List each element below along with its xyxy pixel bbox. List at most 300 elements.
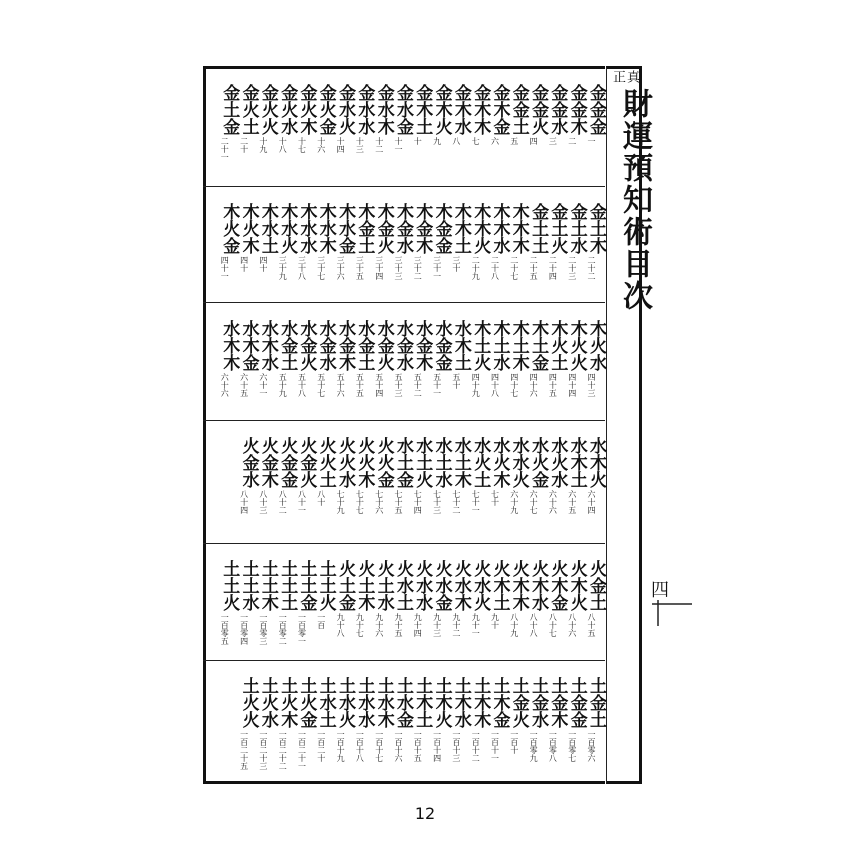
entry-page-number: 五 (509, 137, 519, 145)
entry-page-number: 六十七 (529, 490, 539, 514)
entry-page-number: 八十二 (278, 490, 288, 514)
toc-entry (567, 560, 587, 637)
entry-page-number: 五十四 (374, 373, 384, 397)
toc-entry (239, 560, 259, 645)
toc-entry (374, 677, 394, 762)
row-divider (203, 420, 605, 421)
entry-page-number: 二十二 (587, 256, 596, 280)
toc-entry (586, 560, 606, 637)
entry-label: 金火金 (315, 84, 336, 135)
entry-label: 木金土 (354, 203, 375, 254)
entry-label: 土金火 (508, 677, 529, 728)
toc-entry (490, 437, 510, 506)
toc-entry (374, 320, 394, 397)
entry-page-number: 一 (587, 137, 596, 145)
entry-page-number: 六十六 (548, 490, 558, 514)
title-prefix-char: 真 (624, 70, 639, 83)
entry-label: 木水火 (277, 203, 298, 254)
toc-entry (335, 84, 355, 153)
entry-label: 水火木 (489, 437, 510, 488)
entry-page-number: 一百零四 (239, 613, 249, 645)
entry-label: 土木金 (489, 677, 510, 728)
entry-label: 火木水 (528, 560, 549, 611)
entry-label: 土金土 (586, 677, 606, 728)
toc-entry (586, 677, 606, 762)
toc-entry (451, 84, 471, 145)
toc-entry (354, 203, 374, 280)
toc-entry (354, 320, 374, 397)
entry-label: 水木土 (450, 320, 471, 371)
entry-label: 金火火 (257, 84, 278, 135)
toc-entry (547, 677, 567, 762)
entry-page-number: 八十五 (587, 613, 596, 637)
entry-page-number: 四十六 (529, 373, 539, 397)
toc-entry (509, 677, 529, 754)
entry-label: 水金水 (393, 320, 413, 371)
entry-label: 火水火 (470, 560, 491, 611)
toc-entry (239, 320, 259, 397)
side-mark: 四 (651, 580, 669, 601)
entry-page-number: 二十 (239, 137, 249, 153)
entry-page-number: 八十四 (239, 490, 249, 514)
entry-label: 水水火 (508, 437, 529, 488)
entry-page-number: 一百零五 (220, 613, 230, 645)
entry-label: 土金水 (528, 677, 549, 728)
entry-page-number: 八十七 (548, 613, 558, 637)
entry-label: 金金土 (508, 84, 529, 135)
entry-label: 木土火 (470, 320, 491, 371)
toc-entry (586, 84, 606, 145)
entry-label: 金水金 (393, 84, 413, 135)
entry-label: 土木木 (470, 677, 491, 728)
toc-entry (432, 84, 452, 145)
toc-entry (586, 203, 606, 280)
toc-entry (393, 437, 413, 514)
entry-page-number: 七十一 (471, 490, 481, 514)
entry-label: 金木土 (412, 84, 433, 135)
entry-label: 金水火 (335, 84, 356, 135)
entry-page-number: 六十一 (258, 373, 268, 397)
entry-page-number: 六十五 (239, 373, 249, 397)
entry-label: 水金火 (373, 320, 394, 371)
toc-entry (239, 84, 259, 153)
entry-page-number: 七十四 (413, 490, 423, 514)
entry-page-number: 五十六 (336, 373, 346, 397)
toc-entry (277, 203, 297, 280)
entry-label: 木金火 (373, 203, 394, 254)
entry-label: 木火水 (586, 320, 606, 371)
entry-label: 木水水 (296, 203, 317, 254)
entry-page-number: 三 (548, 137, 558, 145)
toc-entry (432, 560, 452, 637)
entry-page-number: 一百二十一 (297, 730, 307, 770)
row-divider (203, 660, 605, 661)
entry-label: 土土火 (219, 560, 240, 611)
entry-page-number: 十八 (278, 137, 288, 153)
toc-entry (335, 320, 355, 397)
toc-entry (277, 560, 297, 645)
toc-entry (412, 677, 432, 762)
toc-entry (297, 84, 317, 153)
toc-entry (509, 84, 529, 145)
entry-label: 土火木 (277, 677, 298, 728)
entry-page-number: 七十二 (451, 490, 461, 514)
entry-label: 金木火 (431, 84, 452, 135)
entry-label: 金土水 (566, 203, 587, 254)
toc-entry (374, 84, 394, 153)
entry-page-number: 二十七 (509, 256, 519, 280)
entry-page-number: 一百十四 (432, 730, 442, 762)
toc-entry (393, 320, 413, 397)
toc-entry (567, 84, 587, 145)
toc-entry (412, 437, 432, 514)
entry-page-number: 七十五 (394, 490, 403, 514)
entry-page-number: 四十五 (548, 373, 558, 397)
entry-page-number: 三十 (451, 256, 461, 272)
entry-page-number: 九十四 (413, 613, 423, 637)
toc-entry (547, 560, 567, 637)
toc-entry (528, 677, 548, 762)
toc-entry (528, 437, 548, 514)
entry-page-number: 三十三 (394, 256, 403, 280)
toc-entry (586, 320, 606, 397)
toc-entry (509, 203, 529, 280)
entry-label: 火水土 (393, 560, 413, 611)
toc-entry (316, 437, 336, 506)
entry-label: 土火火 (238, 677, 259, 728)
entry-label: 金木木 (470, 84, 491, 135)
entry-label: 火水木 (450, 560, 471, 611)
toc-entry (374, 560, 394, 637)
entry-page-number: 五十二 (413, 373, 423, 397)
entry-label: 水土木 (450, 437, 471, 488)
entry-page-number: 八十 (316, 490, 326, 506)
entry-label: 土水水 (354, 677, 375, 728)
toc-entry (451, 203, 471, 272)
toc-entry (316, 677, 336, 762)
entry-page-number: 八十九 (509, 613, 519, 637)
entry-label: 水火水 (547, 437, 568, 488)
toc-entry (277, 677, 297, 770)
toc-entry (277, 320, 297, 397)
entry-label: 土金木 (547, 677, 568, 728)
toc-entry (528, 84, 548, 145)
entry-label: 火水金 (431, 560, 452, 611)
entry-label: 水木金 (238, 320, 259, 371)
entry-label: 金火木 (296, 84, 317, 135)
toc-entry (219, 560, 239, 645)
entry-label: 木金木 (412, 203, 433, 254)
entry-label: 土木火 (431, 677, 452, 728)
entry-page-number: 一百 (316, 613, 326, 629)
entry-page-number: 一百二十二 (278, 730, 288, 770)
entry-page-number: 五十一 (432, 373, 442, 397)
toc-entry (412, 203, 432, 280)
entry-page-number: 七十七 (355, 490, 365, 514)
entry-page-number: 四十八 (490, 373, 500, 397)
toc-entry (432, 437, 452, 514)
entry-page-number: 一百十二 (471, 730, 481, 762)
entry-page-number: 六十九 (509, 490, 519, 514)
toc-entry (451, 560, 471, 637)
entry-label: 水土火 (412, 437, 433, 488)
entry-label: 金火土 (238, 84, 259, 135)
entry-page-number: 一百零一 (297, 613, 307, 645)
toc-entry (239, 203, 259, 272)
toc-entry (258, 437, 278, 514)
page-number: 12 (414, 804, 436, 823)
entry-label: 木木木 (508, 203, 529, 254)
entry-page-number: 二十五 (529, 256, 539, 280)
entry-label: 水土水 (431, 437, 452, 488)
row-divider (203, 543, 605, 544)
entry-label: 金金木 (566, 84, 587, 135)
entry-label: 水木土 (566, 437, 587, 488)
toc-entry (432, 320, 452, 397)
row-divider (203, 186, 605, 187)
toc-entry (547, 203, 567, 280)
entry-label: 水木木 (219, 320, 240, 371)
toc-entry (470, 560, 490, 637)
toc-entry (219, 84, 239, 161)
entry-page-number: 四 (529, 137, 539, 145)
entry-label: 火金水 (238, 437, 259, 488)
entry-page-number: 一百十七 (374, 730, 384, 762)
toc-entry (316, 203, 336, 280)
entry-page-number: 九十五 (394, 613, 403, 637)
entry-label: 水木火 (586, 437, 606, 488)
entry-label: 木土水 (489, 320, 510, 371)
entry-page-number: 一百二十五 (239, 730, 249, 770)
entry-label: 火水水 (412, 560, 433, 611)
toc-entry (451, 320, 471, 389)
entry-page-number: 三十五 (355, 256, 365, 280)
entry-label: 木金水 (393, 203, 413, 254)
entry-label: 水金水 (315, 320, 336, 371)
entry-label: 金木金 (489, 84, 510, 135)
entry-page-number: 三十八 (297, 256, 307, 280)
entry-label: 金木水 (450, 84, 471, 135)
entry-label: 火金金 (277, 437, 298, 488)
entry-label: 木水金 (335, 203, 356, 254)
entry-label: 金土土 (528, 203, 549, 254)
entry-label: 木火金 (219, 203, 240, 254)
entry-page-number: 二十八 (490, 256, 500, 280)
row-divider (203, 302, 605, 303)
entry-label: 水火土 (470, 437, 491, 488)
entry-label: 土土木 (257, 560, 278, 611)
entry-page-number: 一百十六 (394, 730, 403, 762)
entry-label: 土木水 (450, 677, 471, 728)
entry-page-number: 一百零三 (258, 613, 268, 645)
entry-page-number: 九十 (490, 613, 500, 629)
toc-entry (277, 437, 297, 514)
entry-label: 火木金 (547, 560, 568, 611)
toc-entry (490, 560, 510, 629)
entry-label: 土土火 (315, 560, 336, 611)
entry-page-number: 一百十 (509, 730, 519, 754)
entry-label: 土火水 (257, 677, 278, 728)
entry-label: 水金木 (335, 320, 356, 371)
entry-label: 木火土 (547, 320, 568, 371)
entry-label: 金水水 (354, 84, 375, 135)
toc-entry (528, 320, 548, 397)
entry-page-number: 二十四 (548, 256, 558, 280)
toc-entry (547, 84, 567, 145)
toc-entry (374, 437, 394, 514)
entry-page-number: 十九 (258, 137, 268, 153)
toc-entry (470, 437, 490, 514)
entry-page-number: 九十六 (374, 613, 384, 637)
entry-page-number: 一百十八 (355, 730, 365, 762)
entry-page-number: 十七 (297, 137, 307, 153)
toc-entry (412, 560, 432, 637)
entry-page-number: 三十九 (278, 256, 288, 280)
entry-label: 木火火 (566, 320, 587, 371)
entry-page-number: 七十九 (336, 490, 346, 514)
entry-page-number: 九 (432, 137, 442, 145)
entry-label: 金土金 (219, 84, 240, 135)
toc-entry (239, 677, 259, 770)
entry-page-number: 四十九 (471, 373, 481, 397)
toc-entry (509, 437, 529, 514)
toc-entry (219, 203, 239, 280)
entry-label: 木木水 (489, 203, 510, 254)
entry-page-number: 一百十一 (490, 730, 500, 762)
entry-label: 水金金 (431, 320, 452, 371)
toc-entry (490, 320, 510, 397)
entry-label: 火木火 (566, 560, 587, 611)
entry-page-number: 三十二 (413, 256, 423, 280)
entry-page-number: 十四 (336, 137, 346, 153)
entry-page-number: 三十四 (374, 256, 384, 280)
toc-entry (354, 677, 374, 762)
entry-page-number: 七十六 (374, 490, 384, 514)
toc-entry (316, 320, 336, 397)
entry-page-number: 八十六 (567, 613, 577, 637)
entry-page-number: 六 (490, 137, 500, 145)
entry-label: 土火金 (296, 677, 317, 728)
entry-label: 木金金 (431, 203, 452, 254)
entry-page-number: 五十 (451, 373, 461, 389)
entry-page-number: 六十五 (567, 490, 577, 514)
toc-entry (412, 320, 432, 397)
toc-entry (547, 437, 567, 514)
entry-page-number: 六十四 (587, 490, 596, 514)
entry-page-number: 一百二十 (316, 730, 326, 762)
entry-page-number: 九十七 (355, 613, 365, 637)
entry-page-number: 八十八 (529, 613, 539, 637)
entry-label: 火金木 (257, 437, 278, 488)
entry-label: 火火土 (315, 437, 336, 488)
entry-page-number: 三十一 (432, 256, 442, 280)
entry-label: 水金木 (412, 320, 433, 371)
toc-entry (335, 437, 355, 514)
entry-label: 金水木 (373, 84, 394, 135)
entry-page-number: 一百零二 (278, 613, 288, 645)
entry-label: 土水火 (335, 677, 356, 728)
entry-label: 金金水 (547, 84, 568, 135)
toc-entry (412, 84, 432, 145)
entry-label: 土木土 (412, 677, 433, 728)
toc-entry (297, 677, 317, 770)
toc-entry (509, 320, 529, 397)
toc-entry (277, 84, 297, 153)
entry-page-number: 四十 (258, 256, 268, 272)
entry-page-number: 一百零七 (567, 730, 577, 762)
entry-label: 土金金 (566, 677, 587, 728)
entry-page-number: 五十八 (297, 373, 307, 397)
toc-entry (393, 203, 413, 280)
toc-entry (490, 203, 510, 280)
toc-entry (335, 560, 355, 637)
toc-entry (258, 203, 278, 272)
entry-label: 金金火 (528, 84, 549, 135)
entry-page-number: 十二 (374, 137, 384, 153)
entry-page-number: 十一 (394, 137, 403, 153)
entry-label: 木水木 (315, 203, 336, 254)
toc-entry (470, 677, 490, 762)
toc-entry (219, 320, 239, 397)
toc-entry (432, 677, 452, 762)
entry-page-number: 二 (567, 137, 577, 145)
toc-entry (316, 560, 336, 629)
entry-page-number: 九十一 (471, 613, 481, 637)
page-title: 財運預知術目次 (617, 88, 652, 312)
toc-entry (586, 437, 606, 514)
toc-entry (432, 203, 452, 280)
entry-label: 金土火 (547, 203, 568, 254)
entry-page-number: 二十一 (220, 137, 230, 161)
toc-entry (490, 84, 510, 145)
entry-page-number: 一百十九 (336, 730, 346, 762)
entry-label: 火木木 (508, 560, 529, 611)
toc-entry (567, 320, 587, 397)
entry-page-number: 十六 (316, 137, 326, 153)
entry-label: 火土水 (373, 560, 394, 611)
toc-entry (470, 84, 490, 145)
toc-entry (316, 84, 336, 153)
toc-entry (297, 437, 317, 514)
entry-label: 金土木 (586, 203, 606, 254)
entry-label: 土土土 (277, 560, 298, 611)
entry-page-number: 一百十五 (413, 730, 423, 762)
entry-label: 水金土 (277, 320, 298, 371)
entry-label: 木木土 (450, 203, 471, 254)
entry-page-number: 六十六 (220, 373, 230, 397)
toc-entry (470, 203, 490, 280)
entry-label: 火木土 (489, 560, 510, 611)
entry-page-number: 七 (471, 137, 481, 145)
entry-label: 土水金 (393, 677, 413, 728)
toc-entry (354, 560, 374, 637)
entry-page-number: 七十 (490, 490, 500, 506)
entry-page-number: 四十四 (567, 373, 577, 397)
entry-label: 水土金 (393, 437, 413, 488)
entry-label: 火土金 (335, 560, 356, 611)
entry-label: 土土金 (296, 560, 317, 611)
entry-label: 火火木 (354, 437, 375, 488)
toc-entry (490, 677, 510, 762)
entry-page-number: 八十一 (297, 490, 307, 514)
entry-page-number: 四十三 (587, 373, 596, 397)
toc-entry (393, 84, 413, 153)
entry-page-number: 七十三 (432, 490, 442, 514)
toc-entry (335, 677, 355, 762)
entry-label: 火火金 (373, 437, 394, 488)
entry-label: 木土金 (528, 320, 549, 371)
toc-entry (509, 560, 529, 637)
